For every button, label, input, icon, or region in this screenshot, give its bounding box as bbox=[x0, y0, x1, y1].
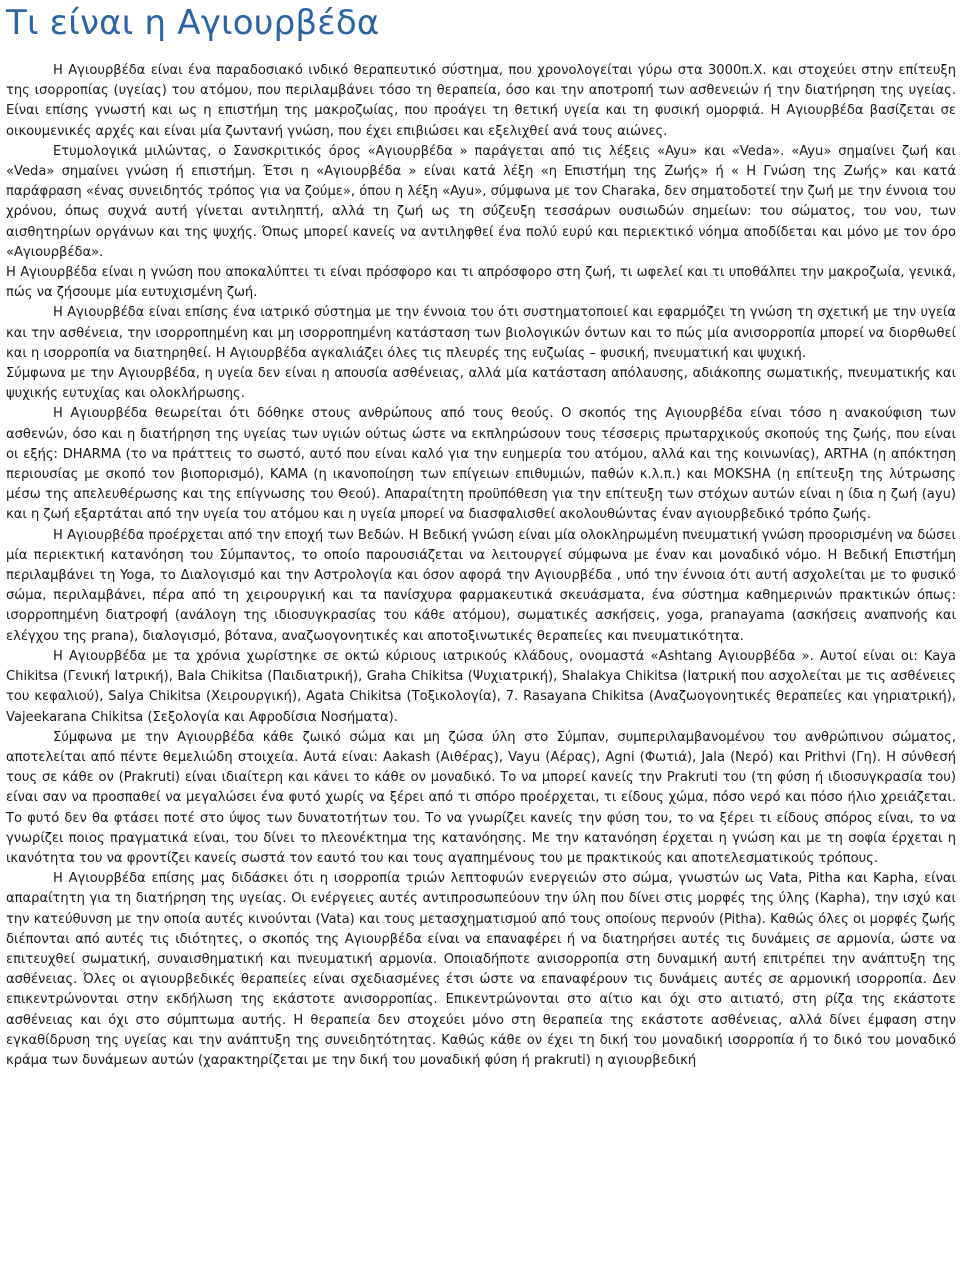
body-paragraph: Η Αγιουρβέδα προέρχεται από την εποχή των Βεδών. Η Βεδική γνώση είναι μία ολοκληρωμένη πνευματική γνώση προορισμένη να δώσει μία περιεκτική κατανόηση του Σύμπαντος, το οποίο παρουσιάζεται να λειτουργεί σύμφωνα με έναν και μοναδικό νόμο. Η Βεδική Επιστήμη περιλαμβάνει τη Yoga, το Διαλογισμό και την Αστρολογία και όσον αφορά την Αγιουρβέδα , υπό την έννοια ότι αυτή ασχολείται με το φυσικό σώμα, περιλαμβάνει, πέρα από τη χειρουργική και τα πανίσχυρα φαρμακευτικά σκευάσματα, ένα σύστημα καθημερινών πρακτικών όπως: ισορροπημένη διατροφή (ανάλογη της ιδιοσυγκρασίας του κάθε ατόμου), σωματικές ασκήσεις, yoga, pranayama (ασκήσεις αναπνοής και ελέγχου της prana), διαλογισμό, βότανα, αναζωογονητικές και αποτοξινωτικές θεραπείες και πνευματικότητα. bbox=[6, 527, 956, 644]
body-paragraph: Η Αγιουρβέδα θεωρείται ότι δόθηκε στους ανθρώπους από τους θεούς. Ο σκοπός της Αγιουρβέδα είναι τόσο η ανακούφιση των ασθενών, όσο και η διατήρηση της υγείας των υγιών ούτως ώστε να εκπληρώσουν τους τέσσερις πρωταρχικούς σκοπούς της ζωής, που είναι οι εξής: DHARMA (το να πράττεις το σωστό, αυτό που είναι καλό για την ευημερία του ατόμου, αλλά και της κοινωνίας), ARTHA (η απόκτηση περιουσίας με σκοπό τον βιοπορισμό), KAMA (η ικανοποίηση των επίγειων επιθυμιών, παθών κ.λ.π.) και MOKSHA (η επίτευξη της λύτρωσης μέσω της απελευθέρωσης και της επίγνωσης του Θεού). Απαραίτητη προϋπόθεση για την επίτευξη των στόχων αυτών είναι η ίδια η ζωή (ayu) και η ζωή εξαρτάται από την υγεία του ατόμου και η υγεία μπορεί να διασφαλισθεί ακολουθώντας έναν αγιουρβεδικό τρόπο ζωής. bbox=[6, 406, 956, 523]
body-paragraph: Η Αγιουρβέδα είναι επίσης ένα ιατρικό σύστημα με την έννοια του ότι συστηματοποιεί και εφαρμόζει τη γνώση τη σχετική με την υγεία και την ασθένεια, την ισορροπημένη και μη ισορροπημένη κατάσταση των βιολογικών όντων και το πώς μία ανισορροπία μπορεί να διορθωθεί και η ισορροπία να διατηρηθεί. Η Αγιουρβέδα αγκαλιάζει όλες τις πλευρές της ευζωίας – φυσική, πνευματική και ψυχική. bbox=[6, 305, 956, 361]
body-paragraph: Σύμφωνα με την Αγιουρβέδα, η υγεία δεν είναι η απουσία ασθένειας, αλλά μία κατάσταση απόλαυσης, αδιάκοπης σωματικής, πνευματικής και ψυχικής ευτυχίας και ολοκλήρωσης. bbox=[6, 366, 956, 402]
body-paragraph: Η Αγιουρβέδα είναι η γνώση που αποκαλύπτει τι είναι πρόσφορο και τι απρόσφορο στη ζωή, τι ωφελεί και τι υποθάλπει την μακροζωία, γενικά, πώς να ζήσουμε μία ευτυχισμένη ζωή. bbox=[6, 265, 956, 301]
body-paragraph: Η Αγιουρβέδα με τα χρόνια χωρίστηκε σε οκτώ κύριους ιατρικούς κλάδους, ονομαστά «Ashtang Αγιουρβέδα ». Αυτοί είναι οι: Kaya Chikitsa (Γενική Ιατρική), Bala Chikitsa (Παιδιατρική), Graha Chikitsa (Ψυχιατρική), Shalakya Chikitsa (Ιατρική που ασχολείται με τις ασθένειες του κεφαλιού), Salya Chikitsa (Χειρουργική), Agata Chikitsa (Τοξικολογία), 7. Rasayana Chikitsa (Αναζωογονητικές θεραπείες και γηριατρική), Vajeekarana Chikitsa (Σεξολογία και Αφροδίσια Νοσήματα). bbox=[6, 648, 956, 725]
body-paragraph: Η Αγιουρβέδα επίσης μας διδάσκει ότι η ισορροπία τριών λεπτοφυών ενεργειών στο σώμα, γνωστών ως Vata, Pitha και Kapha, είναι απαραίτητη για τη διατήρηση της υγείας. Οι ενέργειες αυτές αντιπροσωπεύουν την ύλη που δίνει στις μορφές της ύλης (Kapha), την ισχύ και την κατεύθυνση με την οποία αυτές κινούνται (Vata) και τους μετασχηματισμού από τους οποίους περνούν (Pitha). Καθώς όλες οι μορφές ζωής διέπονται από αυτές τις ιδιότητες, ο σκοπός της Αγιουρβέδα είναι να επαναφέρει ή να διατηρήσει αυτές τις δυνάμεις σε αρμονία, ώστε να επιτευχθεί σωματική, συναισθηματική και πνευματική αρμονία. Οποιαδήποτε ανισορροπία στη δυναμική αυτή επιτρέπει την ανάπτυξη της ασθένειας. Όλες οι αγιουρβεδικές θεραπείες είναι σχεδιασμένες έτσι ώστε να επαναφέρουν τις δυνάμεις αυτές σε αρμονική ισορροπία. Δεν επικεντρώνονται στην εκδήλωση της εκάστοτε ανισορροπίας. Επικεντρώνονται στο αίτιο και όχι στο αιτιατό, στη ρίζα της εκάστοτε ασθένειας και όχι στο σύμπτωμα αυτής. Η θεραπεία δεν στοχεύει μόνο στη θεραπεία της εκάστοτε ασθένειας, αλλά δίνει έμφαση στην εγκαθίδρυση της υγείας και την ανάπτυξη της συνειδητότητας. Καθώς κάθε ον έχει τη δική του μοναδική ισορροπία ή το δικό του μοναδικό κράμα των δυνάμεων αυτών (χαρακτηρίζεται με την δική του μοναδική φύση ή prakruti) η αγιουρβεδική bbox=[6, 871, 956, 1068]
body-paragraph: Ετυμολογικά μιλώντας, ο Σανσκριτικός όρος «Αγιουρβέδα » παράγεται από τις λέξεις «Ayu» και «Veda». «Ayu» σημαίνει ζωή και «Veda» σημαίνει γνώση ή επιστήμη. Έτσι η «Αγιουρβέδα » είναι κατά λέξη «η Επιστήμη της Ζωής» ή « Η Γνώση της Ζωής» και κατά παράφραση «ένας συνειδητός τρόπος για να ζούμε», όπου η λέξη «Ayu», σύμφωνα με τον Charaka, δεν σηματοδοτεί την ζωή με την έννοια του χρόνου, όπως συχνά αυτή γίνεται αντιληπτή, αλλά τη ζωή ως τη σύζευξη τεσσάρων ουσιωδών σημείων: του σώματος, του νου, των αισθητηρίων οργάνων και της ψυχής. Όπως μπορεί κανείς να αντιληφθεί ένα πολύ ευρύ και περιεκτικό νόημα αποδίδεται και μόνο με τον όρο «Αγιουρβέδα». bbox=[6, 143, 956, 260]
document-body bbox=[6, 61, 956, 1071]
body-paragraph: Σύμφωνα με την Αγιουρβέδα κάθε ζωικό σώμα και μη ζώσα ύλη στο Σύμπαν, συμπεριλαμβανομένου του ανθρώπινου σώματος, αποτελείται από πέντε θεμελιώδη στοιχεία. Αυτά είναι: Aakash (Αιθέρας), Vayu (Αέρας), Agni (Φωτιά), Jala (Νερό) και Prithvi (Γη). Η σύνθεσή τους σε κάθε ον (Prakruti) είναι ιδιαίτερη και κάνει το κάθε ον μοναδικό. Το να μπορεί κανείς την Prakruti του (τη φύση ή ιδιοσυγκρασία του) είναι σαν να προσπαθεί να μεγαλώσει ένα φυτό χωρίς να ξέρει από τι σπόρο προέρχεται, τι είδους χώμα, πόσο νερό και πόσο ήλιο χρειάζεται. Το φυτό δεν θα φτάσει ποτέ στο ύψος των δυνατοτήτων του. Το να γνωρίζει κανείς την φύση του, το να ξέρει τι είδους σπόρος είναι, το να γνωρίζει ποιος πραγματικά είναι, του δίνει το πλεονέκτημα της κατανόησης. Με την κατανόηση έρχεται η γνώση και με τη σοφία έρχεται η ικανότητα του να φροντίζει κανείς σωστά τον εαυτό του και τους αγαπημένους του με πρακτικούς και αποτελεσματικούς τρόπους. bbox=[6, 729, 956, 866]
body-paragraph: Η Αγιουρβέδα είναι ένα παραδοσιακό ινδικό θεραπευτικό σύστημα, που χρονολογείται γύρω στα 3000π.Χ. και στοχεύει στην επίτευξη της ισορροπίας (υγείας) του ατόμου, που περιλαμβάνει τόσο τη θεραπεία, όσο και την αποτροπή των ασθενειών ή την διατήρηση της υγείας. Είναι επίσης γνωστή και ως η επιστήμη της μακροζωίας, που προάγει τη θετική υγεία και τη φυσική ομορφιά. Η Αγιουρβέδα βασίζεται σε οικουμενικές αρχές και είναι μία ζωντανή γνώση, που έχει επιβιώσει και εξελιχθεί ανά τους αιώνες. bbox=[6, 63, 956, 139]
page-title: Τι είναι η Αγιουρβέδα bbox=[6, 3, 380, 43]
